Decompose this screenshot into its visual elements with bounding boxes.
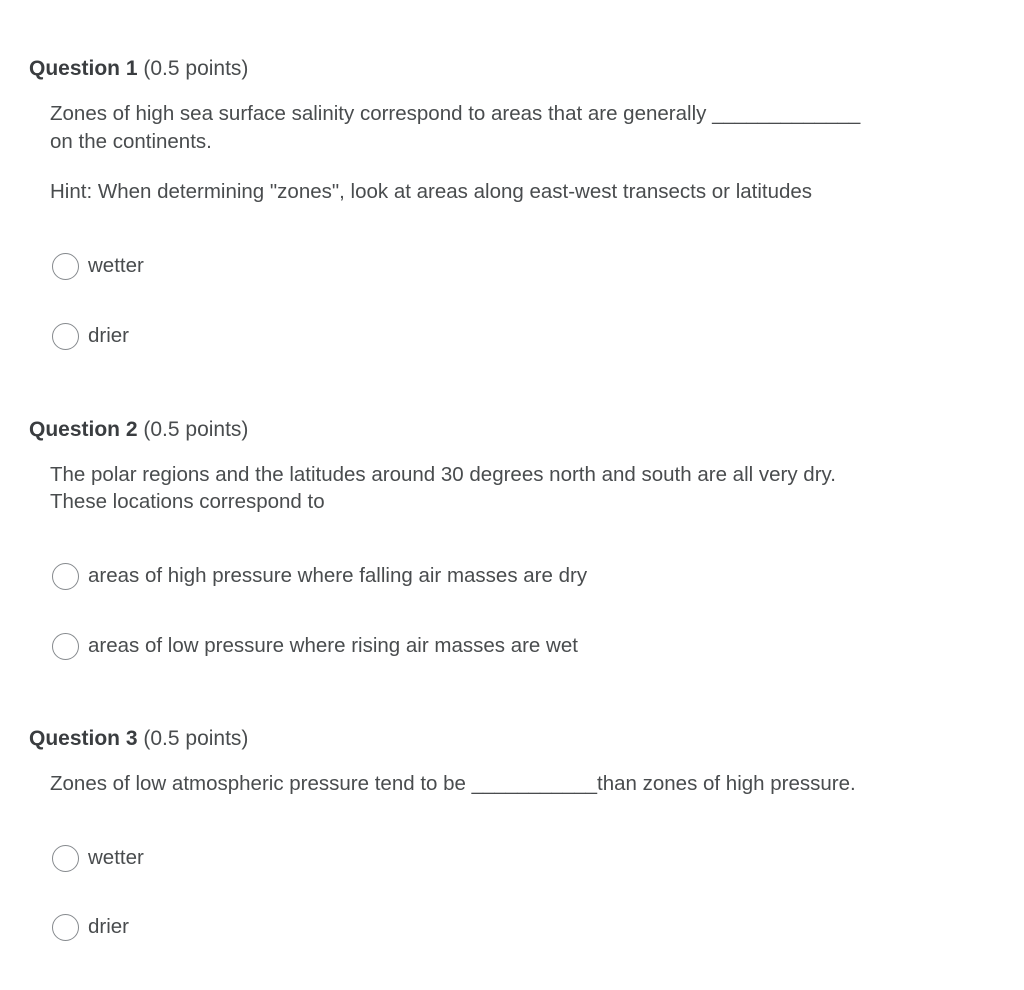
question-2-text-line-2: These locations correspond to xyxy=(50,490,325,513)
question-3-option-drier[interactable] xyxy=(52,912,129,942)
option-label: wetter xyxy=(88,846,144,869)
question-3-title xyxy=(29,727,248,751)
question-2-points: (0.5 points) xyxy=(143,418,249,441)
option-label: drier xyxy=(88,324,130,347)
question-1-points: (0.5 points) xyxy=(143,57,249,80)
option-label: areas of high pressure where falling air masses are dry xyxy=(88,564,588,587)
question-1-option-drier[interactable] xyxy=(52,321,129,351)
question-2-option-high-pressure[interactable] xyxy=(52,561,587,591)
question-3-points: (0.5 points) xyxy=(143,727,249,750)
question-1-text-line-1: Zones of high sea surface salinity correspond to areas that are generally _____________ xyxy=(50,102,861,125)
question-2-number: Question 2 xyxy=(29,418,138,441)
question-1-option-wetter[interactable] xyxy=(52,251,144,281)
question-2-text-line-1: The polar regions and the latitudes around 30 degrees north and south are all very dry. xyxy=(50,463,836,486)
option-label: wetter xyxy=(88,254,144,277)
radio-button[interactable] xyxy=(52,563,79,590)
radio-button[interactable] xyxy=(52,323,79,350)
radio-button[interactable] xyxy=(52,914,79,941)
question-1-title xyxy=(29,57,248,81)
question-2-option-low-pressure[interactable] xyxy=(52,631,578,661)
question-2-title xyxy=(29,418,248,442)
option-label: areas of low pressure where rising air masses are wet xyxy=(88,634,578,657)
option-label: drier xyxy=(88,915,130,938)
radio-button[interactable] xyxy=(52,633,79,660)
question-1-hint: Hint: When determining "zones", look at areas along east-west transects or latitudes xyxy=(50,180,813,203)
question-1-text-line-2: on the continents. xyxy=(50,130,212,153)
question-1-number: Question 1 xyxy=(29,57,138,80)
radio-button[interactable] xyxy=(52,845,79,872)
question-3-number: Question 3 xyxy=(29,727,138,750)
radio-button[interactable] xyxy=(52,253,79,280)
question-3-option-wetter[interactable] xyxy=(52,843,144,873)
question-3-text: Zones of low atmospheric pressure tend to be ___________than zones of high pressure. xyxy=(50,772,856,795)
